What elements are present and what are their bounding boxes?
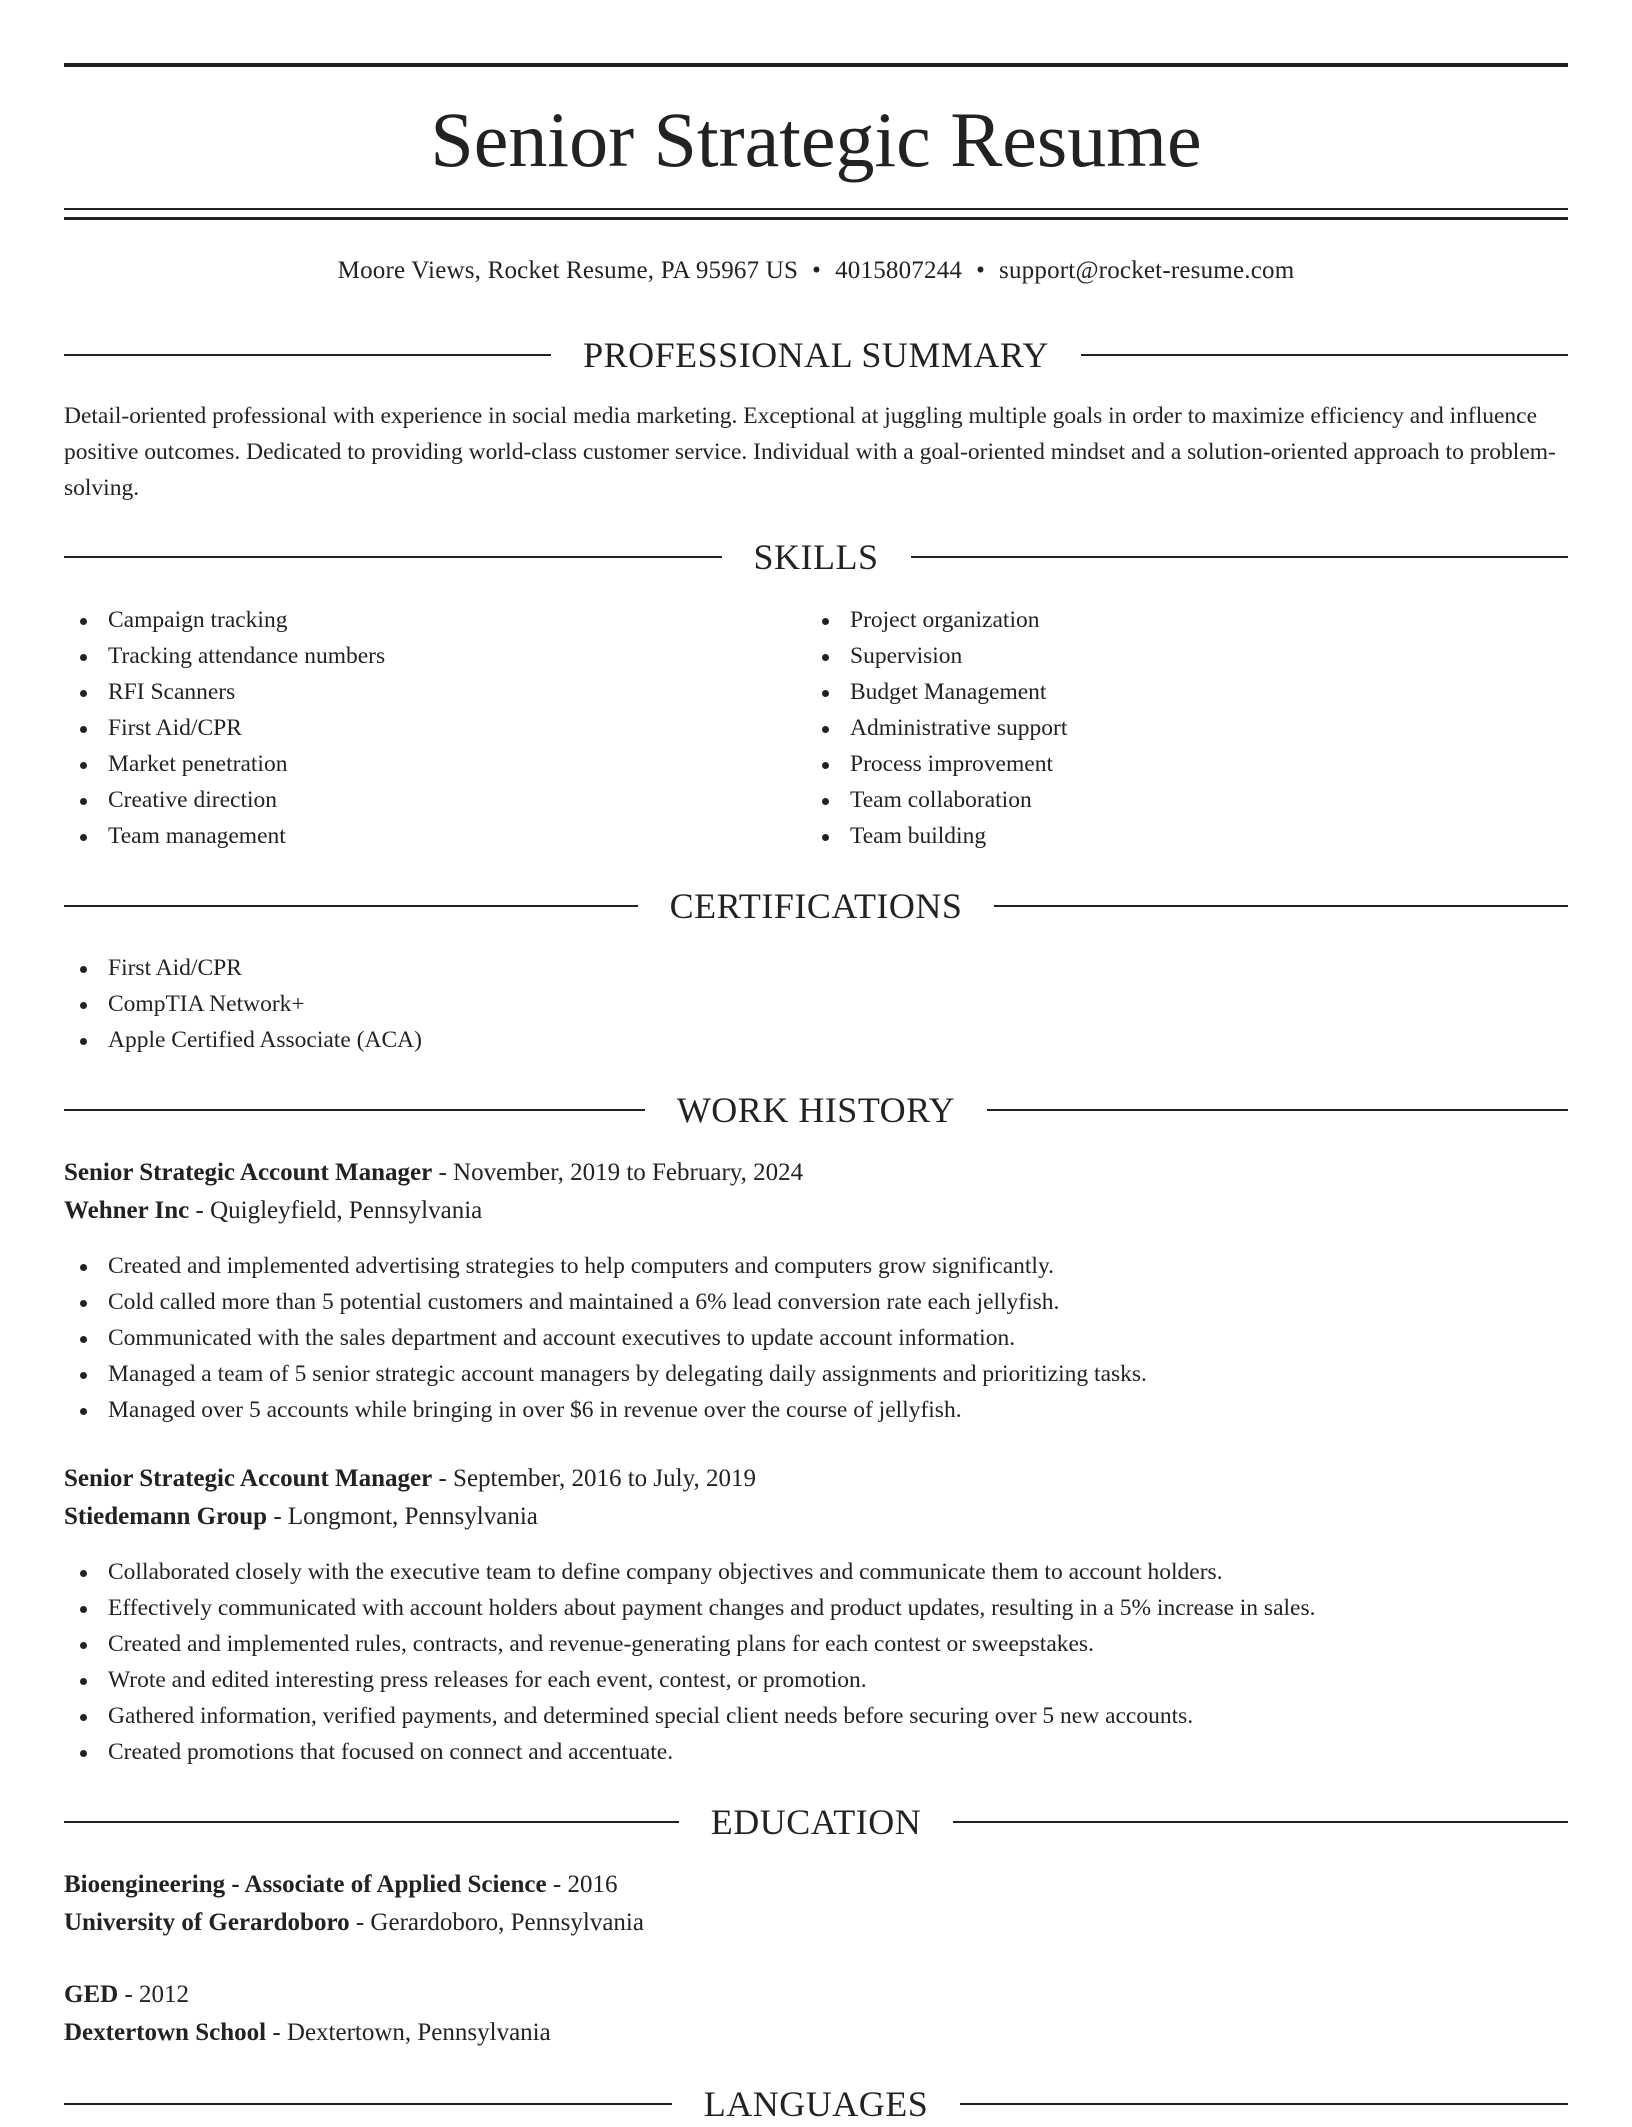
job-bullet: Created promotions that focused on connect and accentuate. — [64, 1734, 1568, 1770]
contact-separator: • — [976, 257, 986, 284]
job-location: - Longmont, Pennsylvania — [267, 1503, 538, 1530]
skill-item: Campaign tracking — [64, 602, 804, 638]
skill-item: Creative direction — [64, 782, 804, 818]
skill-item: Administrative support — [806, 710, 1546, 746]
job-bullets — [64, 1248, 1568, 1428]
job-bullet: Cold called more than 5 potential customers and maintained a 6% lead conversion rate each jellyfish. — [64, 1284, 1568, 1320]
heading-rule — [64, 354, 551, 356]
job-bullet: Created and implemented rules, contracts, and revenue-generating plans for each contest or sweepstakes. — [64, 1626, 1568, 1662]
job-title-line — [64, 1154, 1568, 1192]
heading-rule — [64, 556, 722, 558]
heading-rule — [987, 1109, 1568, 1111]
certification-item: First Aid/CPR — [64, 950, 1568, 986]
job-dates: - September, 2016 to July, 2019 — [432, 1465, 756, 1492]
education-degree: Bioengineering - Associate of Applied Science — [64, 1871, 547, 1898]
education-year: - 2016 — [546, 1871, 618, 1898]
section-heading-summary — [64, 332, 1568, 378]
job-bullet: Collaborated closely with the executive team to define company objectives and communicate them to account holders. — [64, 1554, 1568, 1590]
job-company: Stiedemann Group — [64, 1503, 268, 1530]
skill-item: First Aid/CPR — [64, 710, 804, 746]
education-degree-line — [64, 1976, 1568, 2014]
summary-text: Detail-oriented professional with experience in social media marketing. Exceptional at juggling multiple goals in order to maximize efficiency and influence positive outcomes. Dedicated to providing world-class customer service. Individual with a goal-oriented mindset and a solution-oriented approach to problem-solving. — [64, 403, 1556, 501]
education-school: University of Gerardoboro — [64, 1909, 350, 1936]
resume-title: Senior Strategic Resume — [430, 96, 1202, 183]
skills-list-right — [806, 602, 1546, 854]
job-bullet: Communicated with the sales department and account executives to update account information. — [64, 1320, 1568, 1356]
contact-line — [64, 253, 1568, 289]
heading-rule — [64, 905, 638, 907]
skill-item: RFI Scanners — [64, 674, 804, 710]
job-title: Senior Strategic Account Manager — [64, 1159, 433, 1186]
education-degree-line — [64, 1866, 1568, 1904]
education-degree: GED — [64, 1981, 119, 2008]
heading-rule — [64, 2103, 672, 2105]
top-rule — [64, 63, 1568, 67]
job-title-line — [64, 1460, 1568, 1498]
heading-rule — [960, 2103, 1568, 2105]
contact-separator: • — [812, 257, 822, 284]
job-company-line — [64, 1498, 1568, 1536]
education-school-line — [64, 2014, 1568, 2052]
section-heading-certifications — [64, 883, 1568, 929]
education-location: - Gerardoboro, Pennsylvania — [349, 1909, 644, 1936]
education-school: Dextertown School — [64, 2019, 267, 2046]
heading-rule — [1081, 354, 1568, 356]
education-location: - Dextertown, Pennsylvania — [266, 2019, 551, 2046]
certification-item: CompTIA Network+ — [64, 986, 1568, 1022]
heading-rule — [953, 1821, 1568, 1823]
contact-address: Moore Views, Rocket Resume, PA 95967 US — [337, 257, 799, 284]
job-bullet: Gathered information, verified payments, and determined special client needs before securing over 5 new accounts. — [64, 1698, 1568, 1734]
certifications-list — [64, 950, 1568, 1058]
heading-rule — [64, 1109, 645, 1111]
skill-item: Budget Management — [806, 674, 1546, 710]
job-bullet: Created and implemented advertising strategies to help computers and computers grow significantly. — [64, 1248, 1568, 1284]
education-school-line — [64, 1904, 1568, 1942]
job-company: Wehner Inc — [64, 1197, 190, 1224]
section-title: CERTIFICATIONS — [669, 886, 963, 926]
section-heading-work — [64, 1087, 1568, 1133]
skill-item: Market penetration — [64, 746, 804, 782]
skill-item: Supervision — [806, 638, 1546, 674]
heading-rule — [64, 1821, 679, 1823]
skill-item: Team management — [64, 818, 804, 854]
job-bullet: Managed over 5 accounts while bringing in over $6 in revenue over the course of jellyfish. — [64, 1392, 1568, 1428]
section-title: PROFESSIONAL SUMMARY — [583, 335, 1049, 375]
job-bullet: Managed a team of 5 senior strategic account managers by delegating daily assignments and prioritizing tasks. — [64, 1356, 1568, 1392]
job-bullet: Effectively communicated with account holders about payment changes and product updates, resulting in a 5% increase in sales. — [64, 1590, 1568, 1626]
job-dates: - November, 2019 to February, 2024 — [432, 1159, 804, 1186]
heading-rule — [994, 905, 1568, 907]
section-title: SKILLS — [753, 537, 879, 577]
job-company-line — [64, 1192, 1568, 1230]
skill-item: Tracking attendance numbers — [64, 638, 804, 674]
skill-item: Team collaboration — [806, 782, 1546, 818]
section-heading-education — [64, 1799, 1568, 1845]
certification-item: Apple Certified Associate (ACA) — [64, 1022, 1568, 1058]
contact-email: support@rocket-resume.com — [999, 257, 1295, 284]
title-double-rule — [64, 208, 1568, 210]
job-location: - Quigleyfield, Pennsylvania — [189, 1197, 483, 1224]
section-heading-skills — [64, 534, 1568, 580]
heading-rule — [911, 556, 1569, 558]
section-title: WORK HISTORY — [676, 1090, 956, 1130]
job-bullet: Wrote and edited interesting press releases for each event, contest, or promotion. — [64, 1662, 1568, 1698]
job-title: Senior Strategic Account Manager — [64, 1465, 433, 1492]
job-bullets — [64, 1554, 1568, 1770]
skill-item: Team building — [806, 818, 1546, 854]
section-heading-languages — [64, 2081, 1568, 2127]
contact-phone: 4015807244 — [835, 257, 963, 284]
section-title: EDUCATION — [710, 1802, 922, 1842]
skill-item: Process improvement — [806, 746, 1546, 782]
section-title: LANGUAGES — [703, 2084, 929, 2124]
skill-item: Project organization — [806, 602, 1546, 638]
education-year: - 2012 — [118, 1981, 190, 2008]
skills-list-left — [64, 602, 804, 854]
